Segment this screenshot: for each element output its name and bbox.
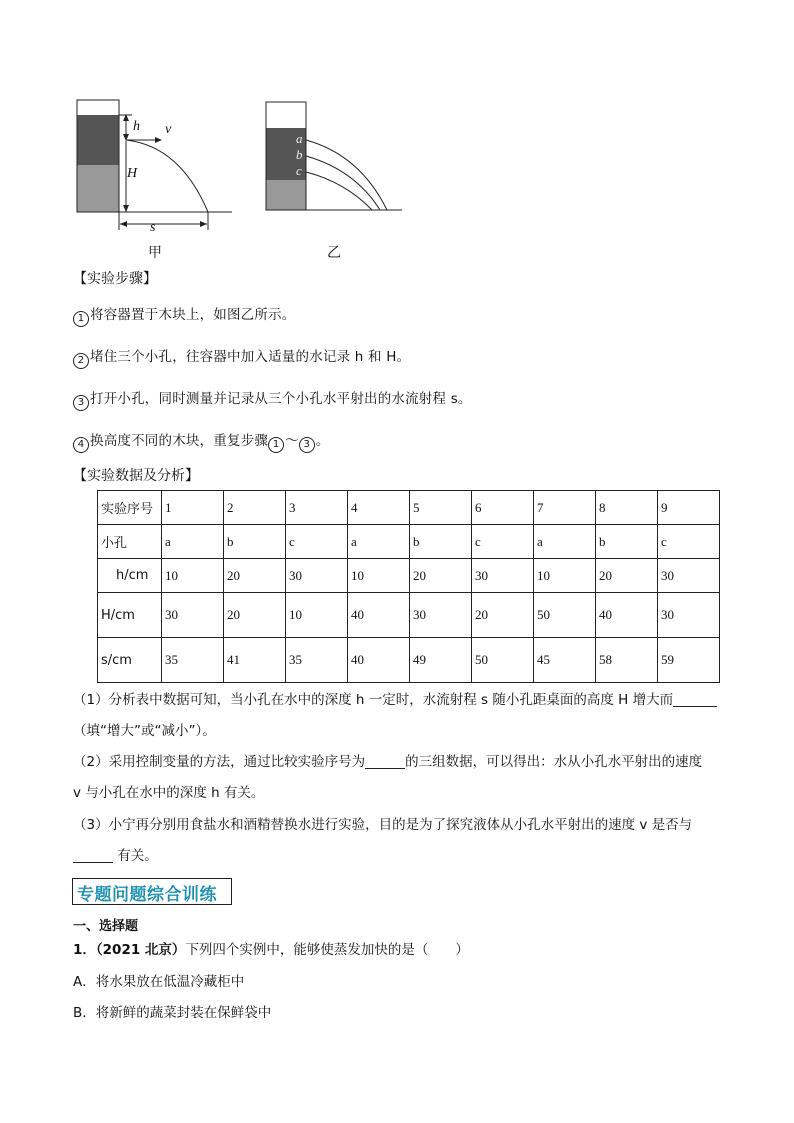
option-a[interactable]: A．将水果放在低温冷藏柜中 (73, 974, 245, 990)
table-cell: 20 (472, 593, 534, 638)
table-cell: 58 (596, 638, 658, 683)
answer-blank[interactable] (365, 754, 405, 769)
step-ref-sep: ～ (285, 433, 299, 449)
table-cell: b (410, 525, 472, 559)
mc-question-1 (73, 940, 469, 960)
jet-c (306, 172, 372, 210)
table-row (98, 593, 720, 638)
table-cell: 6 (472, 491, 534, 525)
table-cell: c (286, 525, 348, 559)
label-b: b (296, 147, 303, 162)
figure-left-caption: 甲 (148, 245, 162, 261)
table-row (98, 491, 720, 525)
question-1 (73, 690, 733, 741)
row-header: 实验序号 (98, 491, 162, 525)
question-2 (73, 752, 753, 803)
water-jet-curve (126, 140, 208, 212)
row-header: s/cm (98, 638, 162, 683)
step-2 (73, 345, 410, 369)
question-text: （1）分析表中数据可知，当小孔在水中的深度 h 一定时，水流射程 s 随小孔距桌面的高度 H 增大而 (73, 692, 674, 708)
step-3 (73, 387, 472, 411)
question-text: 有关。 (113, 848, 158, 864)
table-cell: 10 (286, 593, 348, 638)
jet-b (306, 156, 380, 210)
table-cell: 30 (162, 593, 224, 638)
table-row (98, 638, 720, 683)
question-stem: 下列四个实例中，能够使蒸发加快的是（ ） (185, 942, 469, 958)
question-3 (73, 815, 753, 866)
table-cell: 45 (534, 638, 596, 683)
question-text: v 与小孔在水中的深度 h 有关。 (73, 785, 265, 801)
question-text: （2）采用控制变量的方法，通过比较实验序号为 (73, 754, 366, 770)
table-cell: 40 (348, 593, 410, 638)
table-cell: a (162, 525, 224, 559)
step-text: 将容器置于木块上，如图乙所示。 (90, 307, 296, 323)
step-text: 堵住三个小孔，往容器中加入适量的水记录 h 和 H。 (90, 349, 411, 365)
row-header: H/cm (98, 593, 162, 638)
label-s: s (150, 220, 156, 235)
question-text: （3）小宁再分别用食盐水和酒精替换水进行实验，目的是为了探究液体从小孔水平射出的速度 v 是否与 (73, 817, 693, 833)
table-cell: 8 (596, 491, 658, 525)
table-cell: 35 (286, 638, 348, 683)
data-table (97, 490, 720, 683)
table-cell: 49 (410, 638, 472, 683)
label-h: h (133, 119, 140, 134)
question-source: （2021 北京） (95, 942, 186, 958)
step-4 (73, 429, 330, 453)
table-cell: 20 (224, 593, 286, 638)
row-header: 小孔 (98, 525, 162, 559)
label-H: H (127, 166, 138, 181)
row-header: h/cm (98, 559, 162, 593)
step-1 (73, 303, 296, 327)
step-text: 换高度不同的木块，重复步骤 (90, 433, 269, 449)
step-number: 3 (73, 395, 89, 411)
table-cell: b (596, 525, 658, 559)
table-cell: 4 (348, 491, 410, 525)
section-title-box (72, 878, 232, 905)
table-cell: 59 (658, 638, 720, 683)
question-text: 的三组数据，可以得出：水从小孔水平射出的速度 (405, 754, 703, 770)
step-number: 1 (73, 311, 89, 327)
table-row (98, 559, 720, 593)
table-cell: 30 (472, 559, 534, 593)
table-cell: 50 (534, 593, 596, 638)
label-a: a (296, 131, 303, 146)
table-cell: 5 (410, 491, 472, 525)
analysis-heading: 【实验数据及分析】 (73, 468, 199, 484)
table-cell: 30 (658, 593, 720, 638)
experiment-figure (0, 0, 794, 270)
table-cell: 9 (658, 491, 720, 525)
table-cell: 40 (596, 593, 658, 638)
table-cell: 20 (410, 559, 472, 593)
steps-heading: 【实验步骤】 (73, 271, 157, 287)
section-subheading: 一、选择题 (73, 919, 139, 934)
table-cell: a (534, 525, 596, 559)
step-number: 2 (73, 353, 89, 369)
figure-left-container (77, 100, 119, 212)
table-cell: 35 (162, 638, 224, 683)
label-c: c (296, 163, 302, 178)
table-cell: 1 (162, 491, 224, 525)
table-cell: 30 (286, 559, 348, 593)
table-cell: 10 (162, 559, 224, 593)
table-cell: a (348, 525, 410, 559)
table-cell: 41 (224, 638, 286, 683)
table-cell: 20 (596, 559, 658, 593)
table-cell: 50 (472, 638, 534, 683)
table-cell: 30 (410, 593, 472, 638)
table-row (98, 525, 720, 559)
step-ref-end: 3 (299, 437, 315, 453)
table-cell: 10 (348, 559, 410, 593)
step-text-end: 。 (315, 433, 330, 449)
table-cell: b (224, 525, 286, 559)
table-cell: 10 (534, 559, 596, 593)
section-title: 专题问题综合训练 (77, 885, 217, 905)
table-cell: 2 (224, 491, 286, 525)
step-number: 4 (73, 437, 89, 453)
table-cell: 7 (534, 491, 596, 525)
table-cell: c (472, 525, 534, 559)
table-cell: c (658, 525, 720, 559)
option-b[interactable]: B．将新鲜的蔬菜封装在保鲜袋中 (73, 1005, 272, 1021)
step-ref-start: 1 (268, 437, 284, 453)
figure-right-caption: 乙 (327, 245, 341, 261)
question-number: 1． (73, 942, 96, 958)
label-v: v (165, 122, 172, 137)
table-cell: 3 (286, 491, 348, 525)
answer-blank[interactable] (673, 692, 717, 707)
answer-blank[interactable] (73, 848, 113, 863)
question-text: （填“增大”或“减小”）。 (73, 723, 216, 739)
table-cell: 40 (348, 638, 410, 683)
table-cell: 30 (658, 559, 720, 593)
step-text: 打开小孔，同时测量并记录从三个小孔水平射出的水流射程 s。 (90, 391, 472, 407)
table-cell: 20 (224, 559, 286, 593)
